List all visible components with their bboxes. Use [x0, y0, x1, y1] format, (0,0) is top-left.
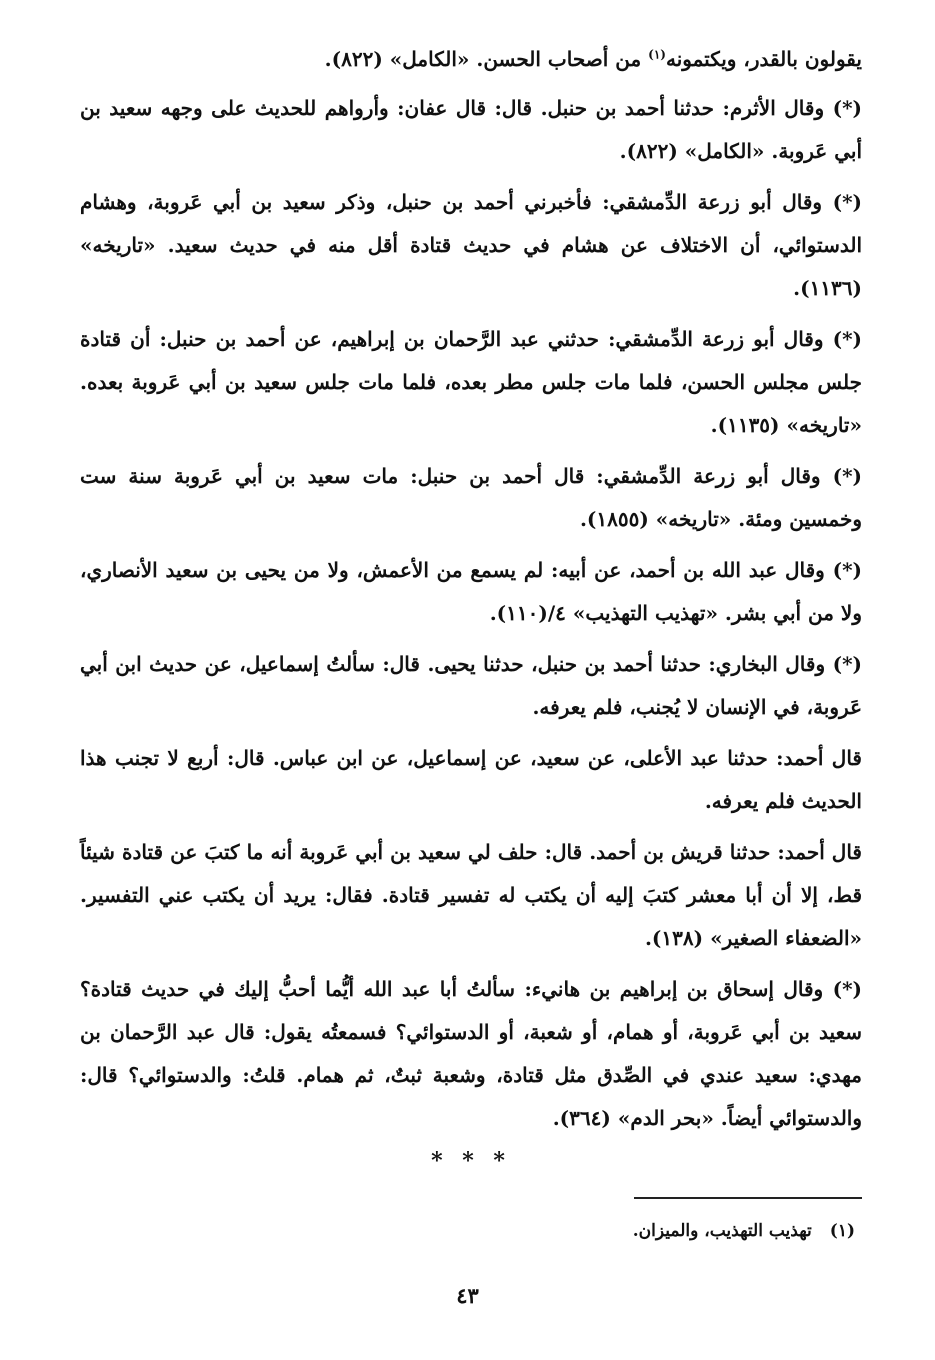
page-body [80, 38, 862, 1174]
paragraph-4: (*) وقال أبو زرعة الدِّمشقي: حدثني عبد الرَّحمان بن إبراهيم، عن أحمد بن حنبل: أن قتادة جلس مجلس الحسن، فلما مات جلس مطر بعده، فلما مات جلس سعيد بن أبي عَروبة بعده. «تاريخه» (١١٣٥). [80, 327, 862, 437]
paragraph-8: قال أحمد: حدثنا عبد الأعلى، عن سعيد، عن إسماعيل، عن ابن عباس. قال: أربع لا تجنب هذا الحديث فلم يعرفه. [80, 746, 862, 813]
paragraph-1 [80, 38, 862, 81]
paragraph-3: (*) وقال أبو زرعة الدِّمشقي: فأخبرني أحمد بن حنبل، وذكر سعيد بن أبي عَروبة، وهشام الدستوائي، أن الاختلاف عن هشام في حديث قتادة أقل منه في حديث سعيد. «تاريخه» (١١٣٦). [80, 190, 863, 300]
footnote-text: تهذيب التهذيب، والميزان. [632, 1221, 812, 1241]
paragraph-7: (*) وقال البخاري: حدثنا أحمد بن حنبل، حدثنا يحيى. قال: سألتُ إسماعيل، عن حديث ابن أبي عَروبة، في الإنسان لا يُجنب، فلم يعرفه. [80, 652, 862, 719]
paragraph-6: (*) وقال عبد الله بن أحمد، عن أبيه: لم يسمع من الأعمش، ولا من يحيى بن سعيد الأنصاري، ولا من أبي بشر. «تهذيب التهذيب» ٤/(١١٠). [80, 558, 862, 625]
footnote-number: (١) [829, 1221, 855, 1241]
footnote-reference[interactable]: (١) [648, 47, 666, 62]
paragraph-9: قال أحمد: حدثنا قريش بن أحمد. قال: حلف لي سعيد بن أبي عَروبة أنه ما كتبَ عن قتادة شيئاً قط، إلا أن أبا معشر كتبَ إليه أن يكتب له تفسير قتادة. فقال: يريد أن يكتب عني التفسير. «الضعفاء الصغير» (١٣٨). [80, 840, 862, 950]
paragraph-10: (*) وقال إسحاق بن إبراهيم بن هانيء: سألتُ أبا عبد الله أيُّما أحبُّ إليك في حديث قتادة؟ سعيد بن أبي عَروبة، أو همام، أو شعبة، أو الدستوائي؟ فسمعتُه يقول: قال عبد الرَّحمان بن مهدي: سعيد عندي في الصِّدق مثل قتادة، وشعبة ثبتٌ، ثم همام. قلتُ: والدستوائي؟ قال: والدستوائي أيضاً. «بحر الدم» (٣٦٤). [80, 977, 862, 1130]
paragraph-1-text-a: يقولون بالقدر، ويكتمونه [665, 47, 862, 71]
section-separator: * * * [431, 1148, 511, 1174]
footnote [633, 1221, 855, 1241]
paragraph-1-text-b: من أصحاب الحسن. «الكامل» (٨٢٢). [324, 47, 649, 71]
footnote-divider [634, 1197, 862, 1199]
page-number: ٤٣ [456, 1283, 479, 1308]
paragraph-5: (*) وقال أبو زرعة الدِّمشقي: قال أحمد بن حنبل: مات سعيد بن أبي عَروبة سنة ست وخمسين ومئة. «تاريخه» (١٨٥٥). [80, 464, 862, 531]
paragraph-2: (*) وقال الأثرم: حدثنا أحمد بن حنبل. قال: قال عفان: وأرواهم للحديث على وجهه سعيد بن أبي عَروبة. «الكامل» (٨٢٢). [80, 96, 862, 163]
